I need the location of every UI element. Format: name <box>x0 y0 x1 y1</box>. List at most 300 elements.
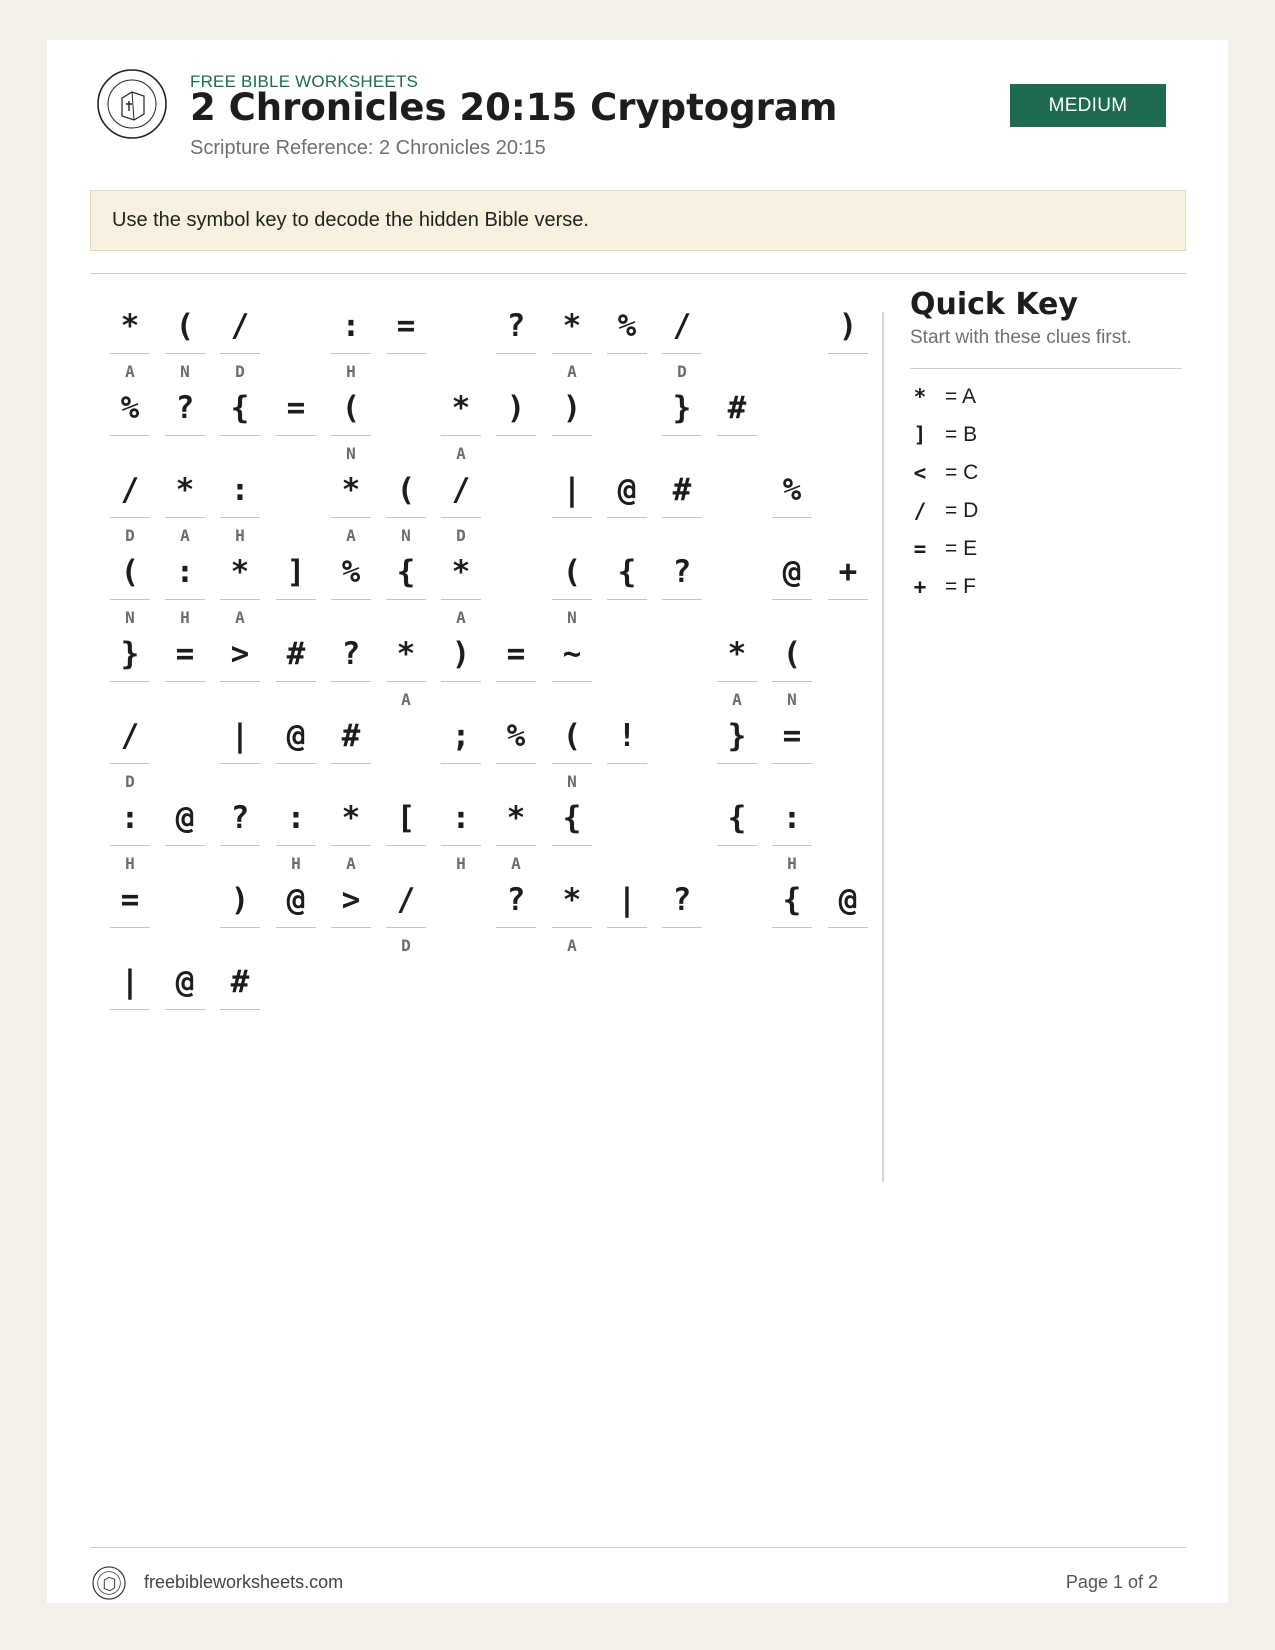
cipher-symbol: ( <box>175 308 195 344</box>
footer-divider <box>90 1547 1186 1548</box>
answer-blank[interactable] <box>220 763 260 764</box>
hint-letter: A <box>456 444 466 463</box>
cipher-symbol: # <box>727 390 747 426</box>
key-value: = E <box>945 537 978 560</box>
cipher-cell <box>331 798 371 846</box>
answer-blank[interactable] <box>220 353 260 354</box>
answer-blank[interactable] <box>441 435 481 436</box>
cipher-cell <box>276 716 316 764</box>
answer-blank[interactable] <box>607 763 647 764</box>
answer-blank[interactable] <box>220 517 260 518</box>
cipher-cell <box>110 880 150 928</box>
cipher-cell <box>386 634 426 682</box>
answer-blank[interactable] <box>386 681 426 682</box>
cipher-cell <box>441 388 481 436</box>
cipher-cell <box>220 306 260 354</box>
answer-blank[interactable] <box>276 435 316 436</box>
cipher-cell <box>552 470 592 518</box>
answer-blank[interactable] <box>772 681 812 682</box>
answer-blank[interactable] <box>496 681 536 682</box>
cipher-symbol: : <box>341 308 361 344</box>
cipher-symbol: : <box>120 800 140 836</box>
answer-blank[interactable] <box>110 763 150 764</box>
answer-blank[interactable] <box>110 1009 150 1010</box>
cipher-cell <box>276 552 316 600</box>
answer-blank[interactable] <box>331 353 371 354</box>
key-symbol: * <box>913 385 927 409</box>
cipher-cell <box>110 962 150 1010</box>
cipher-cell <box>110 470 150 518</box>
cipher-cell <box>552 798 592 846</box>
hint-letter: A <box>732 690 742 709</box>
answer-blank[interactable] <box>220 927 260 928</box>
answer-blank[interactable] <box>441 845 481 846</box>
cipher-cell <box>552 880 592 928</box>
cipher-cell <box>165 962 205 1010</box>
bible-logo-small-icon <box>92 1566 126 1600</box>
cipher-symbol: ( <box>562 554 582 590</box>
cipher-cell <box>496 798 536 846</box>
answer-blank[interactable] <box>165 435 205 436</box>
answer-blank[interactable] <box>772 517 812 518</box>
quick-key-title: Quick Key <box>910 287 1078 322</box>
answer-blank[interactable] <box>496 763 536 764</box>
cipher-symbol: ( <box>562 718 582 754</box>
cipher-cell <box>110 716 150 764</box>
hint-letter: A <box>567 936 577 955</box>
hint-letter: D <box>677 362 687 381</box>
cipher-symbol: / <box>672 308 692 344</box>
cipher-symbol: # <box>286 636 306 672</box>
cipher-cell <box>220 880 260 928</box>
cipher-symbol: @ <box>286 718 306 754</box>
key-value: = D <box>945 499 979 522</box>
cipher-symbol: * <box>396 636 416 672</box>
cipher-cell <box>496 388 536 436</box>
answer-blank[interactable] <box>165 353 205 354</box>
cipher-symbol: [ <box>396 800 416 836</box>
cipher-symbol: : <box>782 800 802 836</box>
answer-blank[interactable] <box>607 517 647 518</box>
cipher-symbol: / <box>396 882 416 918</box>
cipher-symbol: ) <box>838 308 858 344</box>
cipher-symbol: ? <box>506 882 526 918</box>
answer-blank[interactable] <box>220 681 260 682</box>
cipher-symbol: @ <box>175 800 195 836</box>
answer-blank[interactable] <box>441 681 481 682</box>
cipher-cell <box>165 388 205 436</box>
cipher-cell <box>220 798 260 846</box>
cipher-symbol: * <box>341 472 361 508</box>
answer-blank[interactable] <box>717 681 757 682</box>
cipher-symbol: * <box>451 390 471 426</box>
answer-blank[interactable] <box>662 435 702 436</box>
cipher-symbol: % <box>341 554 361 590</box>
answer-blank[interactable] <box>552 763 592 764</box>
cipher-symbol: * <box>230 554 250 590</box>
answer-blank[interactable] <box>220 845 260 846</box>
hint-letter: D <box>125 526 135 545</box>
answer-blank[interactable] <box>386 845 426 846</box>
cipher-symbol: > <box>341 882 361 918</box>
answer-blank[interactable] <box>276 599 316 600</box>
cipher-symbol: = <box>506 636 526 672</box>
cipher-symbol: > <box>230 636 250 672</box>
cipher-symbol: ( <box>341 390 361 426</box>
answer-blank[interactable] <box>110 681 150 682</box>
cipher-symbol: # <box>230 964 250 1000</box>
cipher-symbol: ? <box>175 390 195 426</box>
answer-blank[interactable] <box>165 845 205 846</box>
cipher-cell <box>772 880 812 928</box>
answer-blank[interactable] <box>772 763 812 764</box>
cipher-symbol: = <box>396 308 416 344</box>
answer-blank[interactable] <box>496 845 536 846</box>
answer-blank[interactable] <box>772 599 812 600</box>
difficulty-badge: MEDIUM <box>1010 84 1166 127</box>
worksheet-page <box>47 40 1228 1603</box>
cipher-symbol: ) <box>562 390 582 426</box>
hint-letter: H <box>291 854 301 873</box>
cipher-symbol: = <box>286 390 306 426</box>
cipher-cell <box>662 470 702 518</box>
cipher-symbol: ~ <box>562 636 582 672</box>
cipher-cell <box>386 470 426 518</box>
answer-blank[interactable] <box>607 599 647 600</box>
answer-blank[interactable] <box>552 517 592 518</box>
cipher-cell <box>331 634 371 682</box>
cipher-symbol: @ <box>286 882 306 918</box>
cryptogram-puzzle <box>47 40 887 1140</box>
cipher-cell <box>165 552 205 600</box>
cipher-symbol: * <box>341 800 361 836</box>
cipher-cell <box>165 798 205 846</box>
cipher-symbol: ? <box>672 882 692 918</box>
cipher-cell <box>220 634 260 682</box>
cipher-cell <box>331 880 371 928</box>
answer-blank[interactable] <box>331 845 371 846</box>
hint-letter: A <box>235 608 245 627</box>
cipher-symbol: * <box>120 308 140 344</box>
answer-blank[interactable] <box>386 927 426 928</box>
cipher-cell <box>386 552 426 600</box>
answer-blank[interactable] <box>552 927 592 928</box>
cipher-symbol: @ <box>175 964 195 1000</box>
answer-blank[interactable] <box>220 435 260 436</box>
cipher-cell <box>717 716 757 764</box>
answer-blank[interactable] <box>165 599 205 600</box>
answer-blank[interactable] <box>828 927 868 928</box>
answer-blank[interactable] <box>331 517 371 518</box>
answer-blank[interactable] <box>772 845 812 846</box>
cipher-cell <box>828 306 868 354</box>
cipher-cell <box>496 880 536 928</box>
answer-blank[interactable] <box>496 435 536 436</box>
hint-letter: D <box>456 526 466 545</box>
cipher-symbol: ? <box>672 554 692 590</box>
answer-blank[interactable] <box>110 517 150 518</box>
cipher-symbol: + <box>838 554 858 590</box>
hint-letter: A <box>567 362 577 381</box>
cipher-cell <box>772 798 812 846</box>
footer-website: freebibleworksheets.com <box>144 1572 344 1592</box>
cipher-cell <box>496 306 536 354</box>
answer-blank[interactable] <box>496 927 536 928</box>
instructions-text: Use the symbol key to decode the hidden Bible verse. <box>112 209 589 231</box>
cipher-cell <box>496 634 536 682</box>
cipher-symbol: @ <box>782 554 802 590</box>
cipher-symbol: ( <box>120 554 140 590</box>
hint-letter: H <box>787 854 797 873</box>
cipher-cell <box>552 716 592 764</box>
cipher-symbol: * <box>175 472 195 508</box>
answer-blank[interactable] <box>828 599 868 600</box>
answer-blank[interactable] <box>717 763 757 764</box>
cipher-symbol: ? <box>341 636 361 672</box>
answer-blank[interactable] <box>110 599 150 600</box>
cipher-cell <box>772 470 812 518</box>
hint-letter: H <box>235 526 245 545</box>
key-symbol: < <box>913 461 927 485</box>
answer-blank[interactable] <box>165 1009 205 1010</box>
cipher-cell <box>386 306 426 354</box>
answer-blank[interactable] <box>331 599 371 600</box>
hint-letter: N <box>567 772 577 791</box>
cipher-symbol: % <box>120 390 140 426</box>
answer-blank[interactable] <box>276 927 316 928</box>
cipher-symbol: = <box>120 882 140 918</box>
answer-blank[interactable] <box>276 763 316 764</box>
cipher-cell <box>607 552 647 600</box>
answer-blank[interactable] <box>110 927 150 928</box>
cipher-cell <box>386 880 426 928</box>
cipher-symbol: # <box>672 472 692 508</box>
cipher-symbol: { <box>727 800 747 836</box>
cipher-cell <box>662 306 702 354</box>
key-symbol: ] <box>913 423 927 447</box>
hint-letter: H <box>456 854 466 873</box>
cipher-symbol: : <box>175 554 195 590</box>
key-value: = B <box>945 423 978 446</box>
cipher-cell <box>441 634 481 682</box>
cipher-symbol: # <box>341 718 361 754</box>
cipher-symbol: = <box>782 718 802 754</box>
cipher-cell <box>717 634 757 682</box>
hint-letter: A <box>401 690 411 709</box>
cipher-cell <box>662 880 702 928</box>
cipher-symbol: { <box>617 554 637 590</box>
hint-letter: N <box>787 690 797 709</box>
cipher-cell <box>276 880 316 928</box>
key-symbol: + <box>913 575 927 599</box>
cipher-symbol: { <box>782 882 802 918</box>
answer-blank[interactable] <box>441 599 481 600</box>
answer-blank[interactable] <box>717 435 757 436</box>
cipher-cell <box>607 306 647 354</box>
cipher-cell <box>110 388 150 436</box>
cipher-cell <box>552 552 592 600</box>
cipher-cell <box>662 552 702 600</box>
answer-blank[interactable] <box>662 599 702 600</box>
key-symbol: = <box>913 537 927 561</box>
hint-letter: N <box>567 608 577 627</box>
answer-blank[interactable] <box>220 599 260 600</box>
cipher-cell <box>165 470 205 518</box>
answer-blank[interactable] <box>276 845 316 846</box>
cipher-cell <box>607 716 647 764</box>
cipher-symbol: = <box>175 636 195 672</box>
cipher-symbol: * <box>506 800 526 836</box>
answer-blank[interactable] <box>717 845 757 846</box>
answer-blank[interactable] <box>165 681 205 682</box>
hint-letter: A <box>456 608 466 627</box>
answer-blank[interactable] <box>552 353 592 354</box>
cipher-cell <box>165 306 205 354</box>
answer-blank[interactable] <box>331 435 371 436</box>
hint-letter: H <box>346 362 356 381</box>
hint-letter: N <box>401 526 411 545</box>
cipher-symbol: | <box>230 718 250 754</box>
answer-blank[interactable] <box>607 353 647 354</box>
cipher-cell <box>110 798 150 846</box>
cipher-symbol: * <box>562 882 582 918</box>
cipher-symbol: : <box>286 800 306 836</box>
cipher-cell <box>220 470 260 518</box>
cipher-cell <box>828 880 868 928</box>
cipher-cell <box>220 388 260 436</box>
cipher-symbol: / <box>120 718 140 754</box>
cipher-symbol: { <box>396 554 416 590</box>
cipher-cell <box>772 634 812 682</box>
cipher-symbol: ? <box>230 800 250 836</box>
cipher-cell <box>717 388 757 436</box>
cipher-cell <box>607 470 647 518</box>
cipher-cell <box>331 716 371 764</box>
answer-blank[interactable] <box>220 1009 260 1010</box>
answer-blank[interactable] <box>772 927 812 928</box>
cipher-cell <box>552 388 592 436</box>
cipher-cell <box>772 716 812 764</box>
cipher-symbol: : <box>230 472 250 508</box>
cipher-cell <box>110 552 150 600</box>
answer-blank[interactable] <box>386 517 426 518</box>
answer-blank[interactable] <box>552 845 592 846</box>
cipher-symbol: ( <box>782 636 802 672</box>
answer-blank[interactable] <box>662 927 702 928</box>
cipher-cell <box>441 470 481 518</box>
answer-blank[interactable] <box>165 517 205 518</box>
cipher-symbol: ) <box>230 882 250 918</box>
hint-letter: A <box>511 854 521 873</box>
key-value: = F <box>945 575 976 598</box>
answer-blank[interactable] <box>552 681 592 682</box>
answer-blank[interactable] <box>276 681 316 682</box>
answer-blank[interactable] <box>607 927 647 928</box>
answer-blank[interactable] <box>496 353 536 354</box>
answer-blank[interactable] <box>110 435 150 436</box>
hint-letter: H <box>125 854 135 873</box>
hint-letter: A <box>125 362 135 381</box>
hint-letter: N <box>346 444 356 463</box>
cipher-symbol: ) <box>506 390 526 426</box>
answer-blank[interactable] <box>828 353 868 354</box>
answer-blank[interactable] <box>331 763 371 764</box>
cipher-cell <box>331 552 371 600</box>
answer-blank[interactable] <box>662 353 702 354</box>
hint-letter: A <box>180 526 190 545</box>
cipher-cell <box>110 306 150 354</box>
cipher-cell <box>772 552 812 600</box>
answer-blank[interactable] <box>331 927 371 928</box>
answer-blank[interactable] <box>110 845 150 846</box>
cipher-cell <box>276 798 316 846</box>
cipher-cell <box>496 716 536 764</box>
answer-blank[interactable] <box>386 353 426 354</box>
cipher-symbol: ? <box>506 308 526 344</box>
cipher-cell <box>828 552 868 600</box>
cipher-symbol: @ <box>617 472 637 508</box>
cipher-symbol: | <box>617 882 637 918</box>
cipher-symbol: / <box>230 308 250 344</box>
cipher-symbol: ] <box>286 554 306 590</box>
brand-name: FREE BIBLE WORKSHEETS <box>190 72 419 91</box>
cipher-symbol: } <box>672 390 692 426</box>
key-symbol: / <box>913 499 927 523</box>
cipher-symbol: @ <box>838 882 858 918</box>
answer-blank[interactable] <box>386 599 426 600</box>
cipher-symbol: | <box>562 472 582 508</box>
cipher-cell <box>441 716 481 764</box>
answer-blank[interactable] <box>441 763 481 764</box>
quick-key-divider <box>910 368 1182 369</box>
hint-letter: H <box>180 608 190 627</box>
cipher-symbol: { <box>562 800 582 836</box>
cipher-symbol: ! <box>617 718 637 754</box>
hint-letter: D <box>125 772 135 791</box>
column-divider <box>882 312 884 1182</box>
cipher-symbol: ; <box>451 718 471 754</box>
answer-blank[interactable] <box>441 517 481 518</box>
cipher-symbol: ) <box>451 636 471 672</box>
answer-blank[interactable] <box>331 681 371 682</box>
hint-letter: A <box>346 854 356 873</box>
cipher-cell <box>386 798 426 846</box>
page-number: Page 1 of 2 <box>1065 1572 1158 1592</box>
answer-blank[interactable] <box>110 353 150 354</box>
cipher-symbol: } <box>727 718 747 754</box>
cipher-symbol: ( <box>396 472 416 508</box>
hint-letter: D <box>401 936 411 955</box>
answer-blank[interactable] <box>552 599 592 600</box>
answer-blank[interactable] <box>662 517 702 518</box>
cipher-symbol: % <box>782 472 802 508</box>
cipher-symbol: % <box>617 308 637 344</box>
page-title: 2 Chronicles 20:15 Cryptogram <box>190 86 838 129</box>
cipher-symbol: * <box>727 636 747 672</box>
cipher-cell <box>717 798 757 846</box>
cipher-cell <box>331 306 371 354</box>
cipher-cell <box>441 798 481 846</box>
key-value: = C <box>945 461 979 484</box>
cipher-symbol: * <box>451 554 471 590</box>
quick-key-subtitle: Start with these clues first. <box>910 327 1132 348</box>
cipher-cell <box>662 388 702 436</box>
cipher-cell <box>220 716 260 764</box>
answer-blank[interactable] <box>552 435 592 436</box>
cipher-symbol: / <box>120 472 140 508</box>
cipher-cell <box>276 388 316 436</box>
cipher-cell <box>552 306 592 354</box>
